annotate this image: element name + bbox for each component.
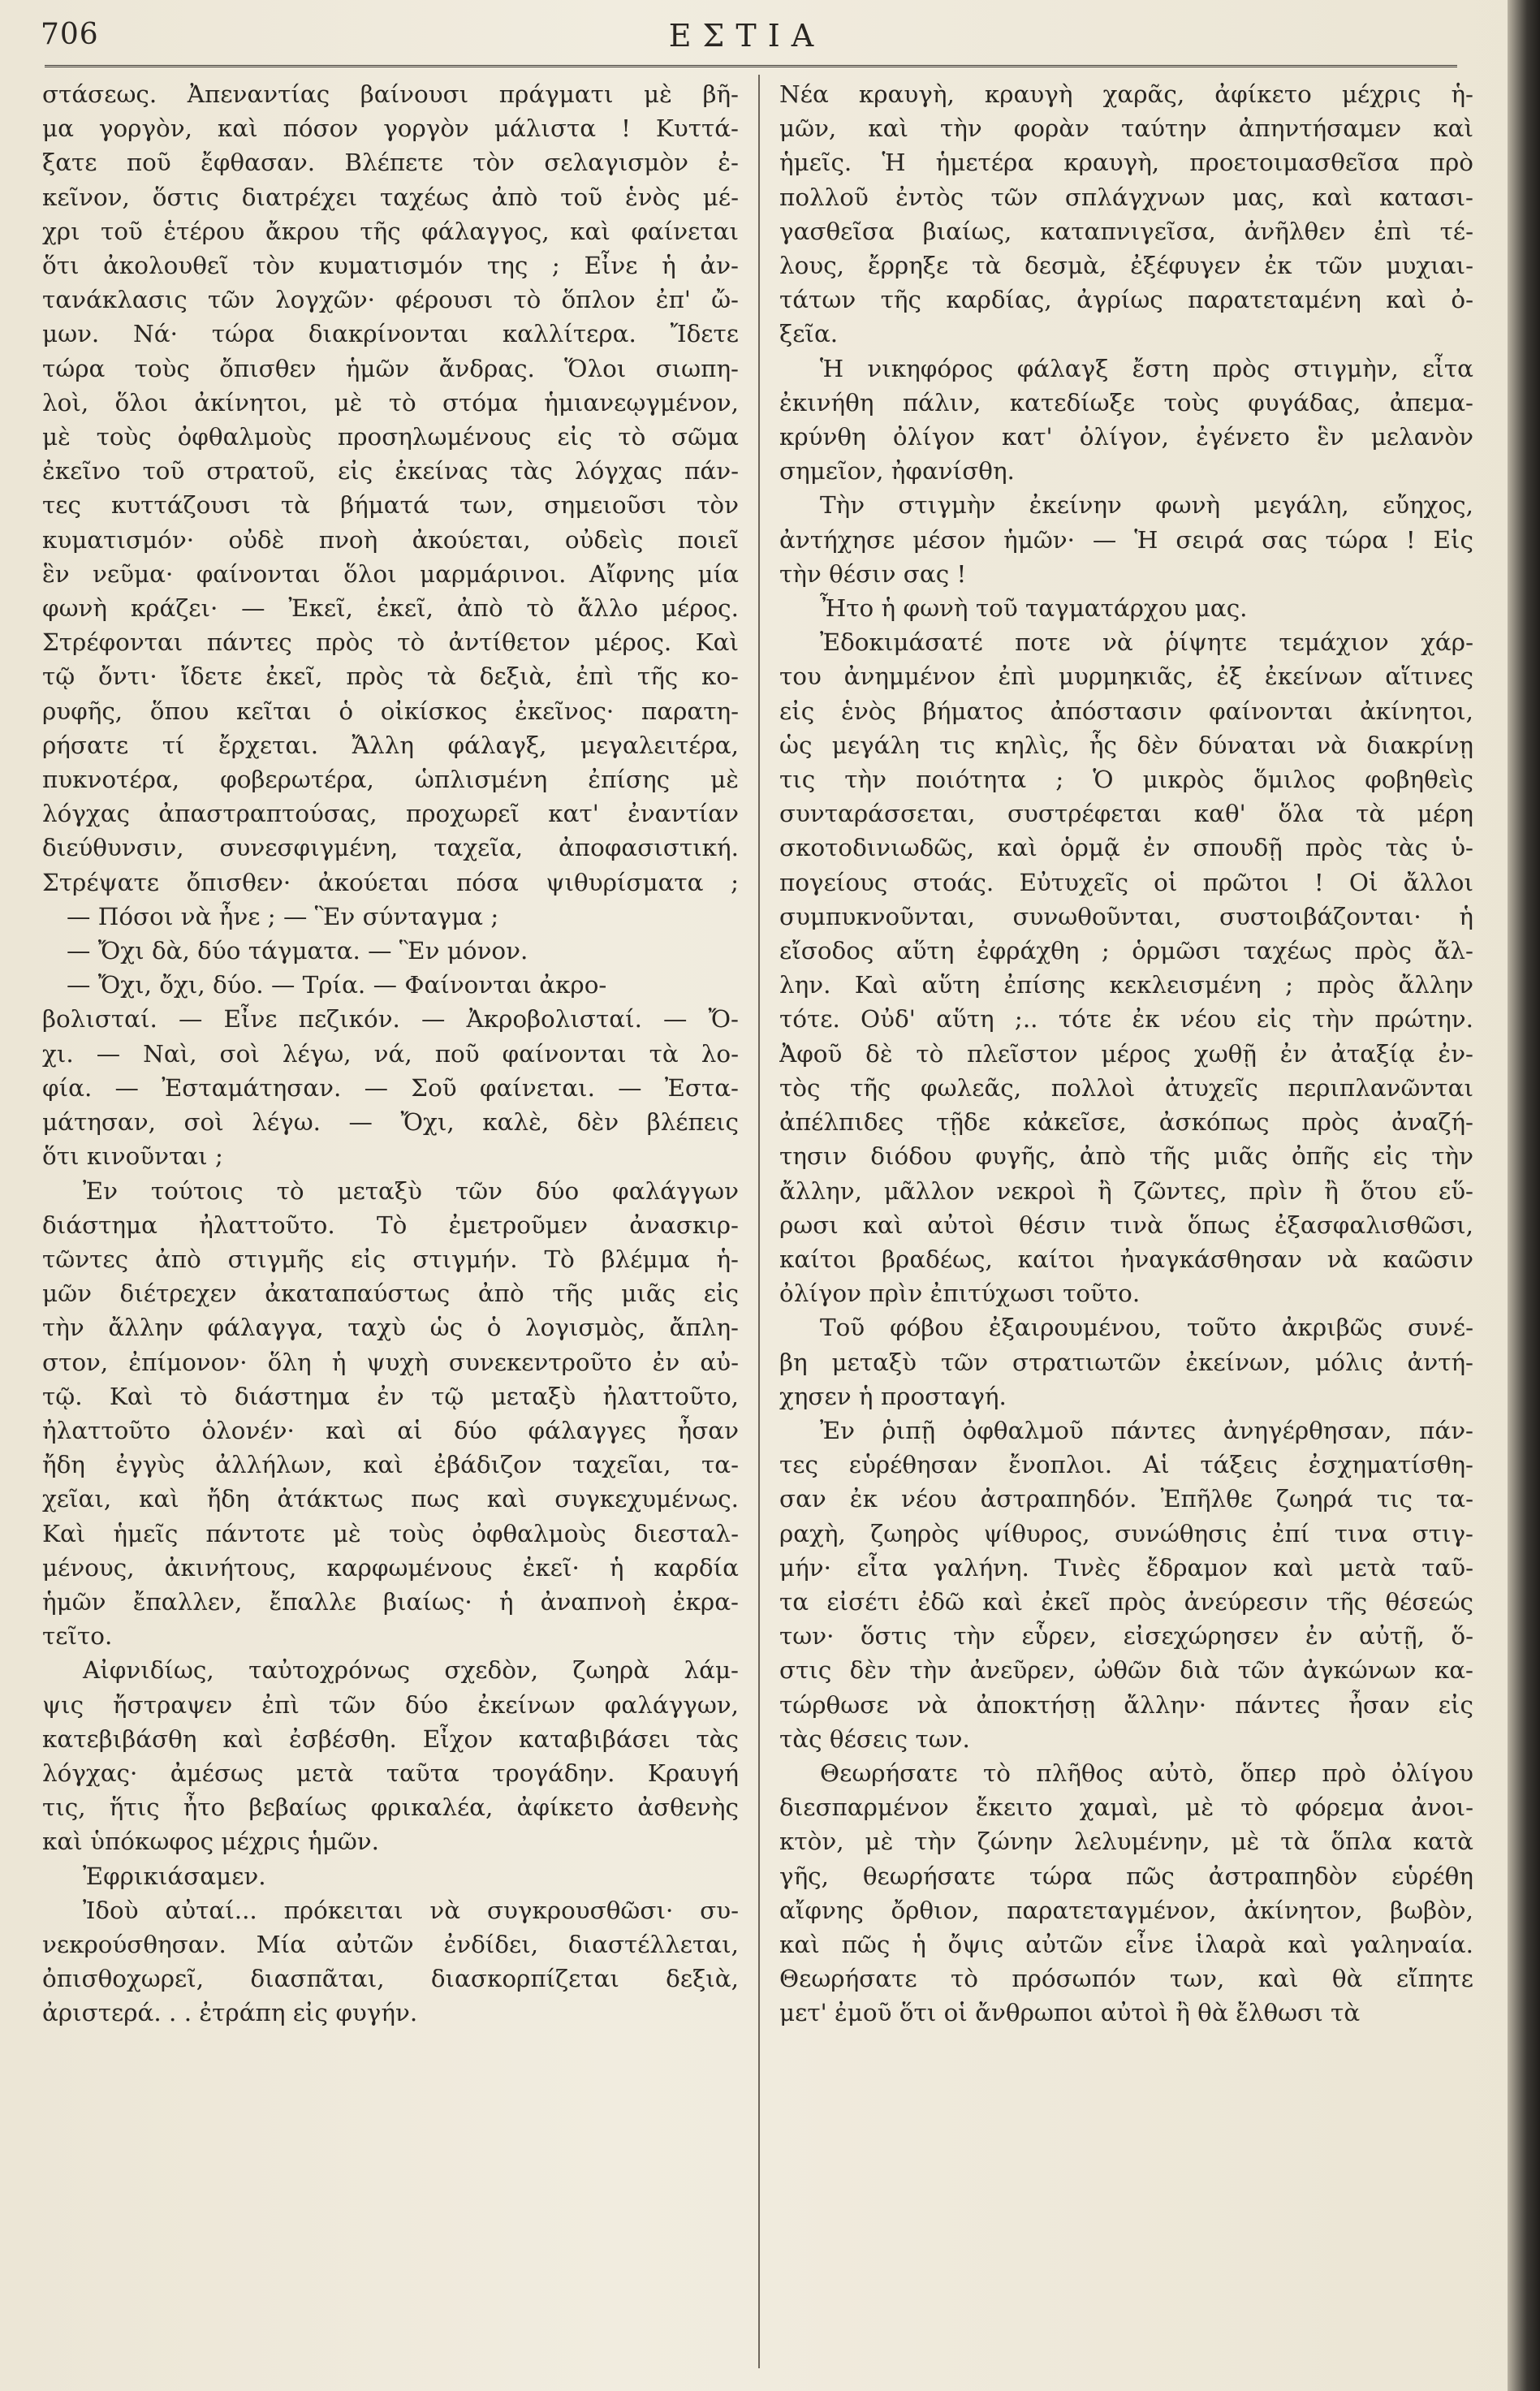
text-line: ξεῖα. [779, 320, 839, 348]
text-line: Ἐν ῥιπῇ ὀφθαλμοῦ πάντες ἀνηγέρθησαν, πάν- [820, 1416, 1473, 1444]
text-line: χι. — Ναὶ, σοὶ λέγω, νά, ποῦ φαίνονται τὰ λο- [42, 1039, 739, 1068]
text-line: — Ὄχι, ὄχι, δύο. — Τρία. — Φαίνονται ἀκρο- [67, 971, 607, 999]
text-line: βολισταί. — Εἶνε πεζικόν. — Ἀκροβολισταί. — Ὄ- [42, 1005, 739, 1034]
text-line: γῆς, θεωρήσατε τώρα πῶς ἀστραπηδὸν εὑρέθη [779, 1862, 1473, 1890]
text-line: Αἰφνιδίως, ταὐτοχρόνως σχεδὸν, ζωηρὰ λάμ- [83, 1656, 739, 1685]
text-line: — Ὄχι δὰ, δύο τάγματα. — Ἓν μόνον. [67, 937, 528, 965]
text-line: ὀλίγον πρὶν ἐπιτύχωσι τοῦτο. [779, 1280, 1141, 1308]
text-line: Ἡ νικηφόρος φάλαγξ ἔστη πρὸς στιγμὴν, εἶτα [820, 354, 1473, 382]
text-line: καὶ ὑπόκωφος μέχρις ἡμῶν. [42, 1828, 379, 1856]
text-line: τεῖτο. [42, 1622, 113, 1651]
text-line: Τοῦ φόβου ἐξαιρουμένου, τοῦτο ἀκριβῶς συνέ- [820, 1314, 1473, 1342]
text-line: Τὴν στιγμὴν ἐκείνην φωνὴ μεγάλη, εὔηχος, [820, 491, 1473, 520]
text-line: διεύθυνσιν, συνεσφιγμένη, ταχεῖα, ἀποφασιστική. [42, 834, 739, 862]
text-line: μετ' ἐμοῦ ὅτι οἱ ἄνθρωποι αὐτοὶ ἢ θὰ ἔλθωσι τὰ [779, 1999, 1361, 2027]
text-line: ἓν νεῦμα· φαίνονται ὅλοι μαρμάρινοι. Αἴφνης μία [42, 559, 739, 588]
page-number: 706 [41, 18, 99, 51]
text-line: τώρα τοὺς ὄπισθεν ἡμῶν ἄνδρας. Ὅλοι σιωπη- [42, 354, 739, 382]
text-line: του ἀνημμένον ἐπὶ μυρμηκιᾶς, ἐξ ἐκείνων αἵτινες [779, 662, 1473, 691]
text-line: ρωσι καὶ αὐτοὶ θέσιν τινὰ ὅπως ἐξασφαλισθῶσι, [779, 1211, 1473, 1239]
text-line: ἐκεῖνο τοῦ στρατοῦ, εἰς ἐκείνας τὰς λόγχας πάν- [42, 457, 739, 486]
text-line: κυματισμόν· οὐδὲ πνοὴ ἀκούεται, οὐδεὶς ποιεῖ [42, 525, 739, 554]
text-line: τανάκλασις τῶν λογχῶν· φέρουσι τὸ ὅπλον ἐπ' ὤ- [42, 286, 739, 314]
text-line: συνταράσσεται, συστρέφεται καθ' ὅλα τὰ μέρη [779, 800, 1473, 828]
text-line: γασθεῖσα βιαίως, καταπνιγεῖσα, ἀνῆλθεν ἐπὶ τέ- [779, 217, 1473, 245]
text-line: μῶν, καὶ τὴν φορὰν ταύτην ἀπηντήσαμεν καὶ [779, 114, 1473, 143]
text-line: τῶντες ἀπὸ στιγμῆς εἰς στιγμήν. Τὸ βλέμμα ἡ- [42, 1245, 739, 1273]
text-line: Ἦτο ἡ φωνὴ τοῦ ταγματάρχου μας. [820, 594, 1248, 623]
text-line: μῶν διέτρεχεν ἀκαταπαύστως ἀπὸ τῆς μιᾶς εἰς [42, 1280, 739, 1308]
text-line: μήν· εἶτα γαλήνη. Τινὲς ἔδραμον καὶ μετὰ ταῦ- [779, 1553, 1473, 1582]
text-line: μα γοργὸν, καὶ πόσον γοργὸν μάλιστα ! Κυττά- [42, 114, 739, 143]
text-line: κεῖνον, ὅστις διατρέχει ταχέως ἀπὸ τοῦ ἑνὸς μέ- [42, 183, 739, 211]
text-line: Νέα κραυγὴ, κραυγὴ χαρᾶς, ἀφίκετο μέχρις ἡ- [779, 80, 1473, 108]
right-text-column [779, 77, 1473, 2375]
text-line: ἤδη ἐγγὺς ἀλλήλων, καὶ ἐβάδιζον ταχεῖαι, τα- [42, 1451, 739, 1479]
text-line: ξατε ποῦ ἔφθασαν. Βλέπετε τὸν σελαγισμὸν ἐ- [42, 149, 739, 177]
text-line: νεκρούσθησαν. Μία αὐτῶν ἐνδίδει, διαστέλλεται, [42, 1930, 739, 1958]
text-line: τάτων τῆς καρδίας, ἀγρίως παρατεταμένη καὶ ὀ- [779, 286, 1473, 314]
text-line: λόγχας· ἀμέσως μετὰ ταῦτα τρογάδην. Κραυγή [42, 1759, 739, 1787]
text-line: ἀριστερά. . . ἐτράπη εἰς φυγήν. [42, 1999, 418, 2027]
text-line: τῷ ὄντι· ἴδετε ἐκεῖ, πρὸς τὰ δεξιὰ, ἐπὶ τῆς κο- [42, 662, 739, 691]
text-line: ρήσατε τί ἔρχεται. Ἄλλη φάλαγξ, μεγαλειτέρα, [42, 731, 739, 759]
text-line: Θεωρήσατε τὸ πρόσωπόν των, καὶ θὰ εἴπητε [779, 1965, 1473, 1993]
left-text-column [42, 77, 739, 2375]
text-line: κρύνθη ὀλίγον κατ' ὀλίγον, ἐγένετο ἓν μελανὸν [779, 423, 1473, 451]
text-line: τῷ. Καὶ τὸ διάστημα ἐν τῷ μεταξὺ ἠλαττοῦτο, [42, 1382, 739, 1410]
text-line: χρι τοῦ ἑτέρου ἄκρου τῆς φάλαγγος, καὶ φαίνεται [42, 217, 739, 245]
text-line: μάτησαν, σοὶ λέγω. — Ὄχι, καλὲ, δὲν βλέπεις [42, 1108, 739, 1137]
text-line: τα εἰσέτι ἐδῶ καὶ ἐκεῖ πρὸς ἀνεύρεσιν τῆς θέσεώς [779, 1587, 1473, 1616]
text-line: τὰς θέσεις των. [779, 1724, 970, 1753]
text-line: καίτοι βραδέως, καίτοι ἠναγκάσθησαν νὰ καῶσιν [779, 1245, 1473, 1273]
text-line: βη μεταξὺ τῶν στρατιωτῶν ἐκείνων, μόλις ἀντή- [779, 1348, 1473, 1376]
text-line: συμπυκνοῦνται, συνωθοῦνται, συστοιβάζονται· ἡ [779, 902, 1473, 930]
text-line: ὅτι ἀκολουθεῖ τὸν κυματισμόν της ; Εἶνε ἡ ἀν- [42, 252, 739, 280]
text-line: καὶ πῶς ἡ ὄψις αὐτῶν εἶνε ἱλαρὰ καὶ γαληναία. [779, 1930, 1473, 1958]
text-line: Ἐδοκιμάσατέ ποτε νὰ ῥίψητε τεμάχιον χάρ- [820, 628, 1473, 657]
text-line: ἡμεῖς. Ἡ ἡμετέρα κραυγὴ, προετοιμασθεῖσα πρὸ [779, 149, 1473, 177]
text-line: ὡς μεγάλη τις κηλὶς, ἧς δὲν δύναται νὰ διακρίνῃ [779, 731, 1473, 759]
text-line: τες κυττάζουσι τὰ βήματά των, σημειοῦσι τὸν [42, 491, 739, 520]
column-divider [758, 75, 760, 2368]
text-line: ἠλαττοῦτο ὁλονέν· καὶ αἱ δύο φάλαγγες ἦσαν [42, 1416, 739, 1444]
book-spine [1508, 0, 1540, 2391]
text-line: ὅτι κινοῦνται ; [42, 1142, 223, 1171]
text-line: Ἀφοῦ δὲ τὸ πλεῖστον μέρος χωθῇ ἐν ἀταξίᾳ ἐν- [779, 1039, 1473, 1068]
text-line: διεσπαρμένον ἔκειτο χαμαὶ, μὲ τὸ φόρεμα ἀνοι- [779, 1793, 1473, 1822]
text-line: πυκνοτέρα, φοβερωτέρα, ὡπλισμένη ἐπίσης μὲ [42, 766, 739, 794]
text-line: αἴφνης ὄρθιον, παρατεταγμένον, ἀκίνητον, βωβὸν, [779, 1896, 1473, 1924]
page-header [41, 11, 1453, 60]
text-line: τότε. Οὐδ' αὕτη ;.. τότε ἐκ νέου εἰς τὴν πρώτην. [779, 1005, 1473, 1034]
text-line: στάσεως. Ἀπεναντίας βαίνουσι πράγματι μὲ βῆ- [42, 80, 739, 108]
text-line: τώρθωσε νὰ ἀποκτήσῃ ἄλλην· πάντες ἦσαν εἰς [779, 1690, 1473, 1719]
text-line: Ἐν τούτοις τὸ μεταξὺ τῶν δύο φαλάγγων [83, 1176, 739, 1205]
text-line: λοὶ, ὅλοι ἀκίνητοι, μὲ τὸ στόμα ἡμιανεῳγμένον, [42, 388, 739, 416]
text-line: Ἰδοὺ αὐταί... πρόκειται νὰ συγκρουσθῶσι· συ- [83, 1896, 739, 1924]
text-line: μένους, ἀκινήτους, καρφωμένους ἐκεῖ· ἡ καρδία [42, 1553, 739, 1582]
text-line: ἀπέλπιδες τῇδε κἀκεῖσε, ἀσκόπως πρὸς ἀναζή- [779, 1108, 1473, 1137]
text-line: Καὶ ἡμεῖς πάντοτε μὲ τοὺς ὀφθαλμοὺς διεσταλ- [42, 1519, 739, 1547]
text-line: φία. — Ἐσταμάτησαν. — Σοῦ φαίνεται. — Ἐστα- [42, 1073, 739, 1102]
text-line: εἰς ἑνὸς βήματος ἀπόστασιν φαίνονται ἀκίνητοι, [779, 697, 1473, 725]
text-line: χεῖαι, καὶ ἤδη ἀτάκτως πως καὶ συγκεχυμένως. [42, 1485, 739, 1513]
text-line: ἡμῶν ἔπαλλεν, ἔπαλλε βιαίως· ἡ ἀναπνοὴ ἐκρα- [42, 1587, 739, 1616]
text-line: λους, ἔρρηξε τὰ δεσμὰ, ἐξέφυγεν ἐκ τῶν μυχιαι- [779, 252, 1473, 280]
text-line: μων. Νά· τώρα διακρίνονται καλλίτερα. Ἴδετε [42, 320, 739, 348]
text-line: τις, ἥτις ἦτο βεβαίως φρικαλέα, ἀφίκετο ἀσθενὴς [42, 1793, 739, 1822]
text-line: ψις ἤστραψεν ἐπὶ τῶν δύο ἐκείνων φαλάγγων, [42, 1690, 739, 1719]
text-line: εἴσοδος αὕτη ἐφράχθη ; ὁρμῶσι ταχέως πρὸς ἄλ- [779, 937, 1473, 965]
text-line: των· ὅστις τὴν εὗρεν, εἰσεχώρησεν ἐν αὐτῇ, ὅ- [779, 1622, 1473, 1651]
running-title: ΕΣΤΙΑ [668, 18, 826, 54]
text-line: πογείους στοάς. Εὐτυχεῖς οἱ πρῶτοι ! Οἱ ἄλλοι [779, 868, 1473, 896]
text-line: λόγχας ἀπαστραπτούσας, προχωρεῖ κατ' ἐναντίαν [42, 800, 739, 828]
text-line: ἄλλην, μᾶλλον νεκροὶ ἢ ζῶντες, πρὶν ἢ ὅτου εὕ- [779, 1176, 1473, 1205]
text-line: ραχὴ, ζωηρὸς ψίθυρος, συνώθησις ἐπί τινα στιγ- [779, 1519, 1473, 1547]
text-line: κτὸν, μὲ τὴν ζώνην λελυμένην, μὲ τὰ ὅπλα κατὰ [779, 1828, 1473, 1856]
text-line: μὲ τοὺς ὀφθαλμοὺς προσηλωμένους εἰς τὸ σῶμα [42, 423, 739, 451]
header-rule [45, 65, 1457, 67]
text-line: τες εὑρέθησαν ἔνοπλοι. Αἱ τάξεις ἐσχηματίσθη- [779, 1451, 1473, 1479]
text-line: σκοτοδινιωδῶς, καὶ ὁρμᾷ ἐν σπουδῇ πρὸς τὰς ὑ- [779, 834, 1473, 862]
text-line: τὴν θέσιν σας ! [779, 559, 967, 588]
text-line: — Πόσοι νὰ ἦνε ; — Ἓν σύνταγμα ; [67, 902, 499, 930]
text-line: πολλοῦ ἐντὸς τῶν σπλάγχνων μας, καὶ κατασι- [779, 183, 1473, 211]
text-line: σαν ἐκ νέου ἀστραπηδόν. Ἐπῆλθε ζωηρά τις τα- [779, 1485, 1473, 1513]
text-line: Θεωρήσατε τὸ πλῆθος αὐτὸ, ὅπερ πρὸ ὀλίγου [820, 1759, 1473, 1787]
text-line: ἀντήχησε μέσον ἡμῶν· — Ἡ σειρά σας τώρα ! Εἰς [779, 525, 1473, 554]
text-line: τις τὴν ποιότητα ; Ὁ μικρὸς ὅμιλος φοβηθεὶς [779, 766, 1473, 794]
text-line: ρυφῆς, ὅπου κεῖται ὁ οἰκίσκος ἐκεῖνος· παρατη- [42, 697, 739, 725]
text-line: χησεν ἡ προσταγή. [779, 1382, 1007, 1410]
text-line: κατεβιβάσθη καὶ ἐσβέσθη. Εἶχον καταβιβάσει τὰς [42, 1724, 739, 1753]
text-line: σημεῖον, ἠφανίσθη. [779, 457, 1015, 486]
text-line: τὴν ἄλλην φάλαγγα, ταχὺ ὡς ὁ λογισμὸς, ἄπλη- [42, 1314, 739, 1342]
text-line: ἐκινήθη πάλιν, κατεδίωξε τοὺς φυγάδας, ἀπεμα- [779, 388, 1473, 416]
text-line: ὀπισθοχωρεῖ, διασπᾶται, διασκορπίζεται δεξιὰ, [42, 1965, 739, 1993]
text-line: Στρέψατε ὄπισθεν· ἀκούεται πόσα ψιθυρίσματα ; [42, 868, 739, 896]
text-line: τησιν διόδου φυγῆς, ἀπὸ τῆς μιᾶς ὀπῆς εἰς τὴν [779, 1142, 1473, 1171]
text-line: στον, ἐπίμονον· ὅλη ἡ ψυχὴ συνεκεντροῦτο ἐν αὐ- [42, 1348, 739, 1376]
text-line: Στρέφονται πάντες πρὸς τὸ ἀντίθετον μέρος. Καὶ [42, 628, 739, 657]
text-line: τὸς τῆς φωλεᾶς, πολλοὶ ἀτυχεῖς περιπλανῶνται [779, 1073, 1473, 1102]
text-line: φωνὴ κράζει· — Ἐκεῖ, ἐκεῖ, ἀπὸ τὸ ἄλλο μέρος. [42, 594, 739, 623]
text-line: διάστημα ἠλαττοῦτο. Τὸ ἐμετροῦμεν ἀνασκιρ- [42, 1211, 739, 1239]
text-line: λην. Καὶ αὕτη ἐπίσης κεκλεισμένη ; πρὸς ἄλλην [779, 971, 1473, 999]
text-line: Ἐφρικιάσαμεν. [83, 1862, 266, 1890]
text-line: στις δὲν τὴν ἀνεῦρεν, ὠθῶν διὰ τῶν ἀγκώνων κα- [779, 1656, 1473, 1685]
